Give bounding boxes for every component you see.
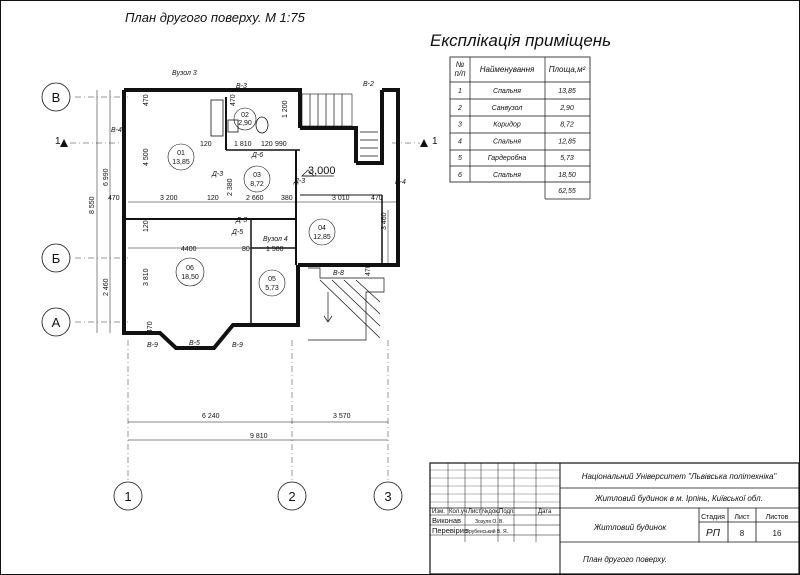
stamp-stage: РП <box>706 528 720 539</box>
explication-row-name: Спальня <box>493 138 521 146</box>
explication-row-num: 6 <box>458 172 462 179</box>
label-vuzol3: Вузол 3 <box>172 70 197 77</box>
room-id: 02 <box>241 112 249 119</box>
label-d3-c: Д-3 <box>236 217 248 224</box>
header-area: Площа,м² <box>548 65 586 74</box>
svg-text:4 500: 4 500 <box>143 148 150 166</box>
explication-title: Експлікація приміщень <box>430 31 612 50</box>
room-area: 12,85 <box>313 234 331 241</box>
svg-text:Лист: Лист <box>468 509 482 515</box>
explication-row-area: 2,90 <box>560 104 574 112</box>
svg-text:2 460: 2 460 <box>103 278 110 296</box>
svg-text:2 660: 2 660 <box>246 195 264 202</box>
label-v3: В-3 <box>236 83 247 90</box>
svg-text:3 460: 3 460 <box>381 212 388 230</box>
svg-text:Лист: Лист <box>734 514 750 521</box>
explication-row-name: Коридор <box>493 121 521 129</box>
svg-text:1: 1 <box>55 136 61 147</box>
axis-label: 1 <box>124 489 132 504</box>
svg-text:Кол.уч: Кол.уч <box>449 509 467 515</box>
label-d3-b: Д-3 <box>294 178 306 185</box>
axis-label: 2 <box>288 489 296 504</box>
axis-bubble-row-a <box>42 308 70 336</box>
axis-bubble-row-b <box>42 244 70 272</box>
stamp-role-2: Перевірив <box>432 526 468 535</box>
label-vuzol4: Вузол 4 <box>263 236 288 243</box>
axis-bubble-col-2 <box>278 482 306 510</box>
axis-bubble-row-v <box>42 83 70 111</box>
axis-label: А <box>51 315 61 330</box>
room-id: 05 <box>268 276 276 283</box>
room-area: 13,85 <box>172 159 190 166</box>
svg-text:380: 380 <box>281 195 293 202</box>
stamp-name-2: Зрубенський В. Я. <box>466 529 509 535</box>
svg-text:6 240: 6 240 <box>202 413 220 420</box>
label-v5: В-5 <box>189 340 200 347</box>
explication-row-num: 5 <box>458 155 462 163</box>
explication-row-num: 2 <box>458 104 462 112</box>
stamp-role-1: Виконав <box>432 516 462 525</box>
explication-row-name: Спальня <box>493 172 521 179</box>
stamp-project: Житловий будинок в м. Ірпінь, Київської обл. <box>595 494 763 503</box>
axis-label: 3 <box>384 489 392 504</box>
room-id: 04 <box>318 225 326 232</box>
svg-text:6 990: 6 990 <box>103 168 110 186</box>
label-d5: Д-5 <box>232 229 244 236</box>
explication-row-area: 13,85 <box>558 88 576 95</box>
header-name: Найменування <box>479 65 535 74</box>
svg-text:470: 470 <box>371 195 383 202</box>
svg-text:Листов: Листов <box>765 514 789 521</box>
room-area: 5,73 <box>265 285 279 292</box>
explication-row-name: Спальня <box>493 88 521 95</box>
room-area: 8,72 <box>250 181 264 188</box>
svg-text:120: 120 <box>261 141 273 148</box>
axis-bubble-col-1 <box>114 482 142 510</box>
svg-text:470: 470 <box>143 94 150 106</box>
stamp-object: Житловий будинок <box>593 523 667 532</box>
header-num: № п/п <box>454 60 466 78</box>
stamp-name-1: Зозуля О. В. <box>475 519 504 525</box>
explication-row-name: Санвузол <box>491 104 523 112</box>
axis-label: Б <box>51 251 61 266</box>
axis-bubble-col-3 <box>374 482 402 510</box>
svg-text:120: 120 <box>200 141 212 148</box>
svg-text:470: 470 <box>147 321 154 333</box>
svg-text:1 810: 1 810 <box>234 141 252 148</box>
stamp-org: Національний Університет "Львівська політехніка" <box>581 472 777 481</box>
label-v9-left: В-9 <box>147 342 158 349</box>
explication-row-area: 5,73 <box>560 155 574 163</box>
room-id: 01 <box>177 150 185 157</box>
svg-text:470: 470 <box>365 264 372 276</box>
svg-text:1: 1 <box>432 136 438 147</box>
svg-text:8 550: 8 550 <box>89 196 96 214</box>
explication-row-num: 3 <box>458 121 462 129</box>
label-d6: Д-6 <box>252 152 264 159</box>
label-d3-a: Д-3 <box>212 171 224 178</box>
stamp-sheet-title: План другого поверху. <box>583 555 667 564</box>
plan-title: План другого поверху. М 1:75 <box>125 10 305 25</box>
label-v4-right: В-4 <box>395 179 406 186</box>
svg-text:3 200: 3 200 <box>160 195 178 202</box>
svg-text:2 380: 2 380 <box>227 178 234 196</box>
explication-row-area: 18,50 <box>558 172 576 179</box>
axis-label: В <box>51 90 61 105</box>
svg-text:3 010: 3 010 <box>332 195 350 202</box>
explication-row-area: 8,72 <box>560 121 574 129</box>
svg-text:3 570: 3 570 <box>333 413 351 420</box>
level-mark <box>302 165 336 177</box>
svg-text:Дата: Дата <box>538 509 552 515</box>
svg-text:120: 120 <box>207 195 219 202</box>
svg-text:470: 470 <box>108 195 120 202</box>
svg-text:4400: 4400 <box>181 246 197 253</box>
room-area: 18,50 <box>181 274 199 281</box>
room-id: 03 <box>253 172 261 179</box>
label-v2: В-2 <box>363 81 374 88</box>
svg-text:3,000: 3,000 <box>308 165 336 177</box>
svg-text:9 810: 9 810 <box>250 433 268 440</box>
svg-text:Стадия: Стадия <box>701 514 725 521</box>
stamp-sheets: 16 <box>772 529 782 538</box>
svg-text:Подп.: Подп. <box>499 509 515 515</box>
svg-text:990: 990 <box>275 141 287 148</box>
label-v9-right: В-9 <box>232 342 243 349</box>
svg-text:470: 470 <box>230 94 237 106</box>
explication-row-area: 12,85 <box>558 138 576 146</box>
room-id: 06 <box>186 265 194 272</box>
stamp-sheet: 8 <box>739 529 745 538</box>
explication-total: 62,55 <box>558 188 576 195</box>
svg-text:№док.: №док. <box>482 509 500 515</box>
svg-text:120: 120 <box>143 220 150 232</box>
svg-text:1 500: 1 500 <box>266 246 284 253</box>
room-area: 2,90 <box>238 120 252 127</box>
explication-row-num: 1 <box>458 88 462 95</box>
explication-row-name: Гардеробна <box>487 155 527 163</box>
svg-text:1 200: 1 200 <box>282 100 289 118</box>
svg-text:80: 80 <box>242 246 250 253</box>
svg-text:Изм.: Изм. <box>432 509 445 515</box>
svg-text:3 810: 3 810 <box>143 268 150 286</box>
label-v8: В-8 <box>333 270 344 277</box>
explication-row-num: 4 <box>458 138 462 146</box>
label-v4-left: В-4 <box>111 127 122 134</box>
